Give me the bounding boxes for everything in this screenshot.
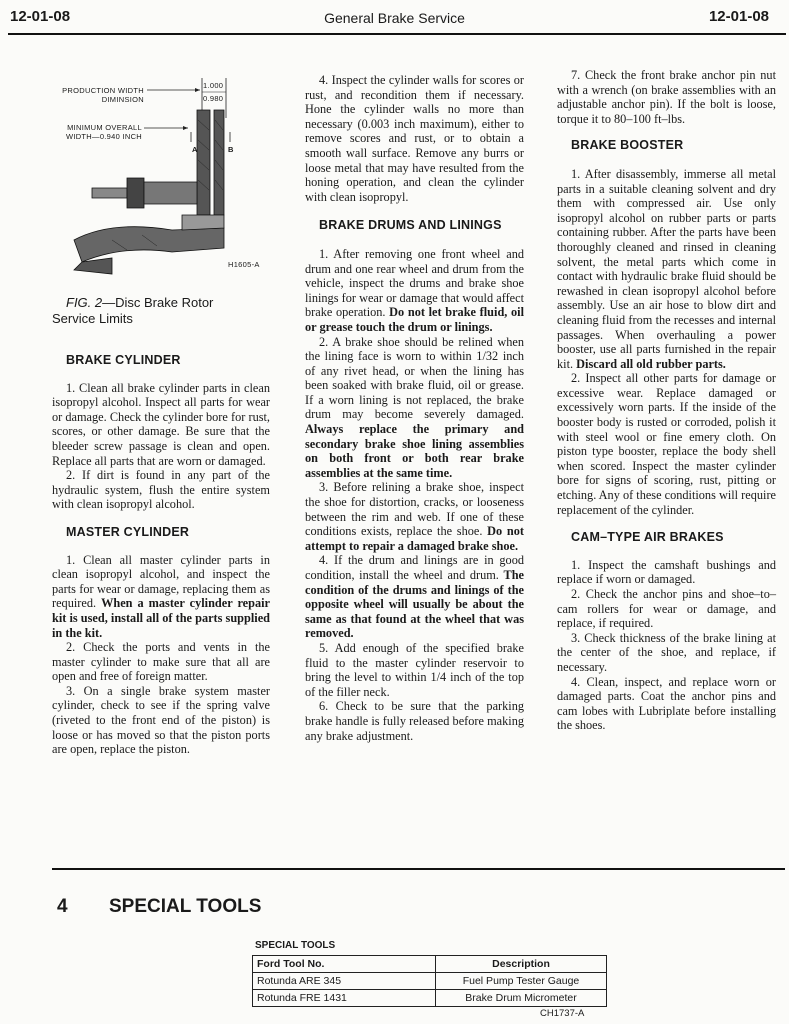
paragraph: 2. Check the anchor pins and shoe–to–cam rollers for wear or damage, and replace, if required. (557, 587, 776, 631)
label-minimum-width: MINIMUM OVERALL WIDTH—0.940 INCH (65, 123, 142, 141)
paragraph: 1. After disassembly, immerse all metal parts in a suitable cleaning solvent and dry them with compressed air. Use only isopropyl alcohol on rubber parts or parts containing rubber. After the parts have been thoroughly cleaned and rinsed in cleaning solvent, the metal parts which come in contact with hydraulic brake fluid should be rewashed in clean isopropyl alcohol before assembly. Use an air hose to blow dirt and cleaning fluid from the recesses and internal passages. When overhauling a power booster, use all parts furnished in the repair kit. Discard all old rubber parts. (557, 166, 776, 371)
mark-a: A (192, 145, 198, 154)
dimension-upper: 1.000 (203, 81, 224, 90)
page-header (0, 6, 789, 30)
paragraph: 5. Add enough of the specified brake fluid to the master cylinder reservoir to bring the level to within 1/4 inch of the top of the filler neck. (305, 640, 524, 699)
section-title: SPECIAL TOOLS (109, 896, 262, 917)
tool-number: Rotunda FRE 1431 (253, 990, 436, 1007)
paragraph: 4. Inspect the cylinder walls for scores or rust, and recondition them if necessary. Hone the cylinder walls no more than necessary (0.003 inch maximum), either to remove scores and rust, or to obtain a smooth wall surface. Remove any burrs or loose metal that may have resulted from the honing operation, and clean the cylinder with clean isopropyl. (305, 73, 524, 204)
table-row (253, 973, 607, 990)
figure-rotor (52, 70, 270, 295)
paragraph: 1. Clean all brake cylinder parts in clean isopropyl alcohol. Inspect all parts for wear or damage. Check the cylinder bore for rust, scores, or other damage. Be sure that the bleeder screw passage is clean and open. Replace all parts that are worn or damaged. (52, 380, 270, 468)
paragraph: 2. If dirt is found in any part of the hydraulic system, flush the entire system with clean isopropyl alcohol. (52, 468, 270, 512)
tool-number: Rotunda ARE 345 (253, 973, 436, 990)
paragraph: 4. If the drum and linings are in good condition, install the wheel and drum. The condition of the drums and linings of the opposite wheel will usually be about the same as that found at the wheel that was removed. (305, 553, 524, 641)
table-row (253, 990, 607, 1007)
column-1 (52, 70, 270, 757)
tool-description: Brake Drum Micrometer (436, 990, 607, 1007)
paragraph: 3. Before relining a brake shoe, inspect the shoe for distortion, cracks, or looseness between the rim and web. If one of these conditions exists, replace the shoe. Do not attempt to repair a damaged brake shoe. (305, 480, 524, 553)
section-rule (52, 868, 785, 870)
column-3 (557, 68, 776, 733)
heading-brake-cylinder: BRAKE CYLINDER (66, 353, 181, 367)
page-number-left: 12-01-08 (10, 8, 71, 25)
paragraph: 2. Check the ports and vents in the master cylinder to make sure that all are open and free of foreign matter. (52, 640, 270, 684)
table-title: SPECIAL TOOLS (255, 940, 336, 951)
heading-master-cylinder: MASTER CYLINDER (66, 524, 190, 539)
special-tools-table (252, 955, 607, 1007)
paragraph: 4. Clean, inspect, and replace worn or damaged parts. Coat the anchor pins and cam lobes with Lubriplate before installing the shoes. (557, 674, 776, 733)
figure-code: H1605-A (228, 260, 260, 269)
mark-b: B (228, 145, 234, 154)
column-header-tool: Ford Tool No. (253, 956, 436, 973)
page-title: General Brake Service (324, 10, 465, 26)
section-heading-special-tools (57, 896, 261, 918)
table-header-row (253, 956, 607, 973)
heading-cam-air-brakes: CAM–TYPE AIR BRAKES (571, 530, 724, 545)
paragraph: 1. After removing one front wheel and drum and one rear wheel and drum from the vehicle, inspect the drums and brake shoe linings for wear or damage that would affect brake operation. Do not let brake fluid, oil or grease touch the drum or linings. (305, 246, 525, 334)
dimension-lower: 0.980 (203, 94, 224, 103)
header-rule (8, 33, 786, 35)
paragraph: 3. Check thickness of the brake lining at the center of the shoe, and replace, if necessary. (557, 630, 776, 674)
figure-caption: FIG. 2—Disc Brake Rotor Service Limits (52, 295, 214, 326)
paragraph: 2. Inspect all other parts for damage or excessive wear. Replace damaged or excessively worn parts. If the inside of the booster body is rusted or corroded, polish it with steel wool or fine emery cloth. On piston type booster, replace the body shell when scored. Inspect the master cylinder bore for signs of scoring, rust, pitting or etching. Any of these conditions will require replacement of the cylinder. (557, 371, 776, 517)
paragraph: 3. On a single brake system master cylinder, check to see if the spring valve (riveted to the front end of the piston) is loose or has moved so that the piston ports are open, replace the piston. (52, 683, 270, 757)
paragraph: 1. Inspect the camshaft bushings and replace if worn or damaged. (557, 557, 776, 587)
label-production-width: PRODUCTION WIDTH DIMINSION (62, 86, 144, 104)
paragraph: 2. A brake shoe should be relined when the lining face is worn to within 1/32 inch of any rivet head, or when the lining has been soaked with brake fluid, oil or grease. If a worn lining is not replaced, the brake drum may become severely damaged. Always replace the primary and secondary brake shoe lining assemblies on both front or both rear brake assemblies at the same time. (305, 334, 524, 480)
paragraph: 6. Check to be sure that the parking brake handle is fully released before making any brake adjustment. (305, 699, 524, 743)
table-code: CH1737-A (540, 1008, 585, 1019)
page-number-right: 12-01-08 (708, 8, 769, 25)
heading-brake-booster: BRAKE BOOSTER (571, 138, 684, 153)
section-number: 4 (57, 896, 68, 917)
paragraph: 1. Clean all master cylinder parts in clean isopropyl alcohol, and inspect the parts for wear or damage, replacing them as required. When a master cylinder repair kit is used, install all of the parts supplied in the kit. (52, 552, 270, 640)
heading-brake-drums: BRAKE DRUMS AND LININGS (319, 218, 502, 233)
paragraph: 7. Check the front brake anchor pin nut with a wrench (on brake assemblies with an adjustable anchor pin). If the bolt is loose, torque it to 80–100 ft–lbs. (557, 68, 776, 126)
column-2 (305, 73, 524, 743)
column-header-description: Description (436, 956, 607, 973)
tool-description: Fuel Pump Tester Gauge (436, 973, 607, 990)
